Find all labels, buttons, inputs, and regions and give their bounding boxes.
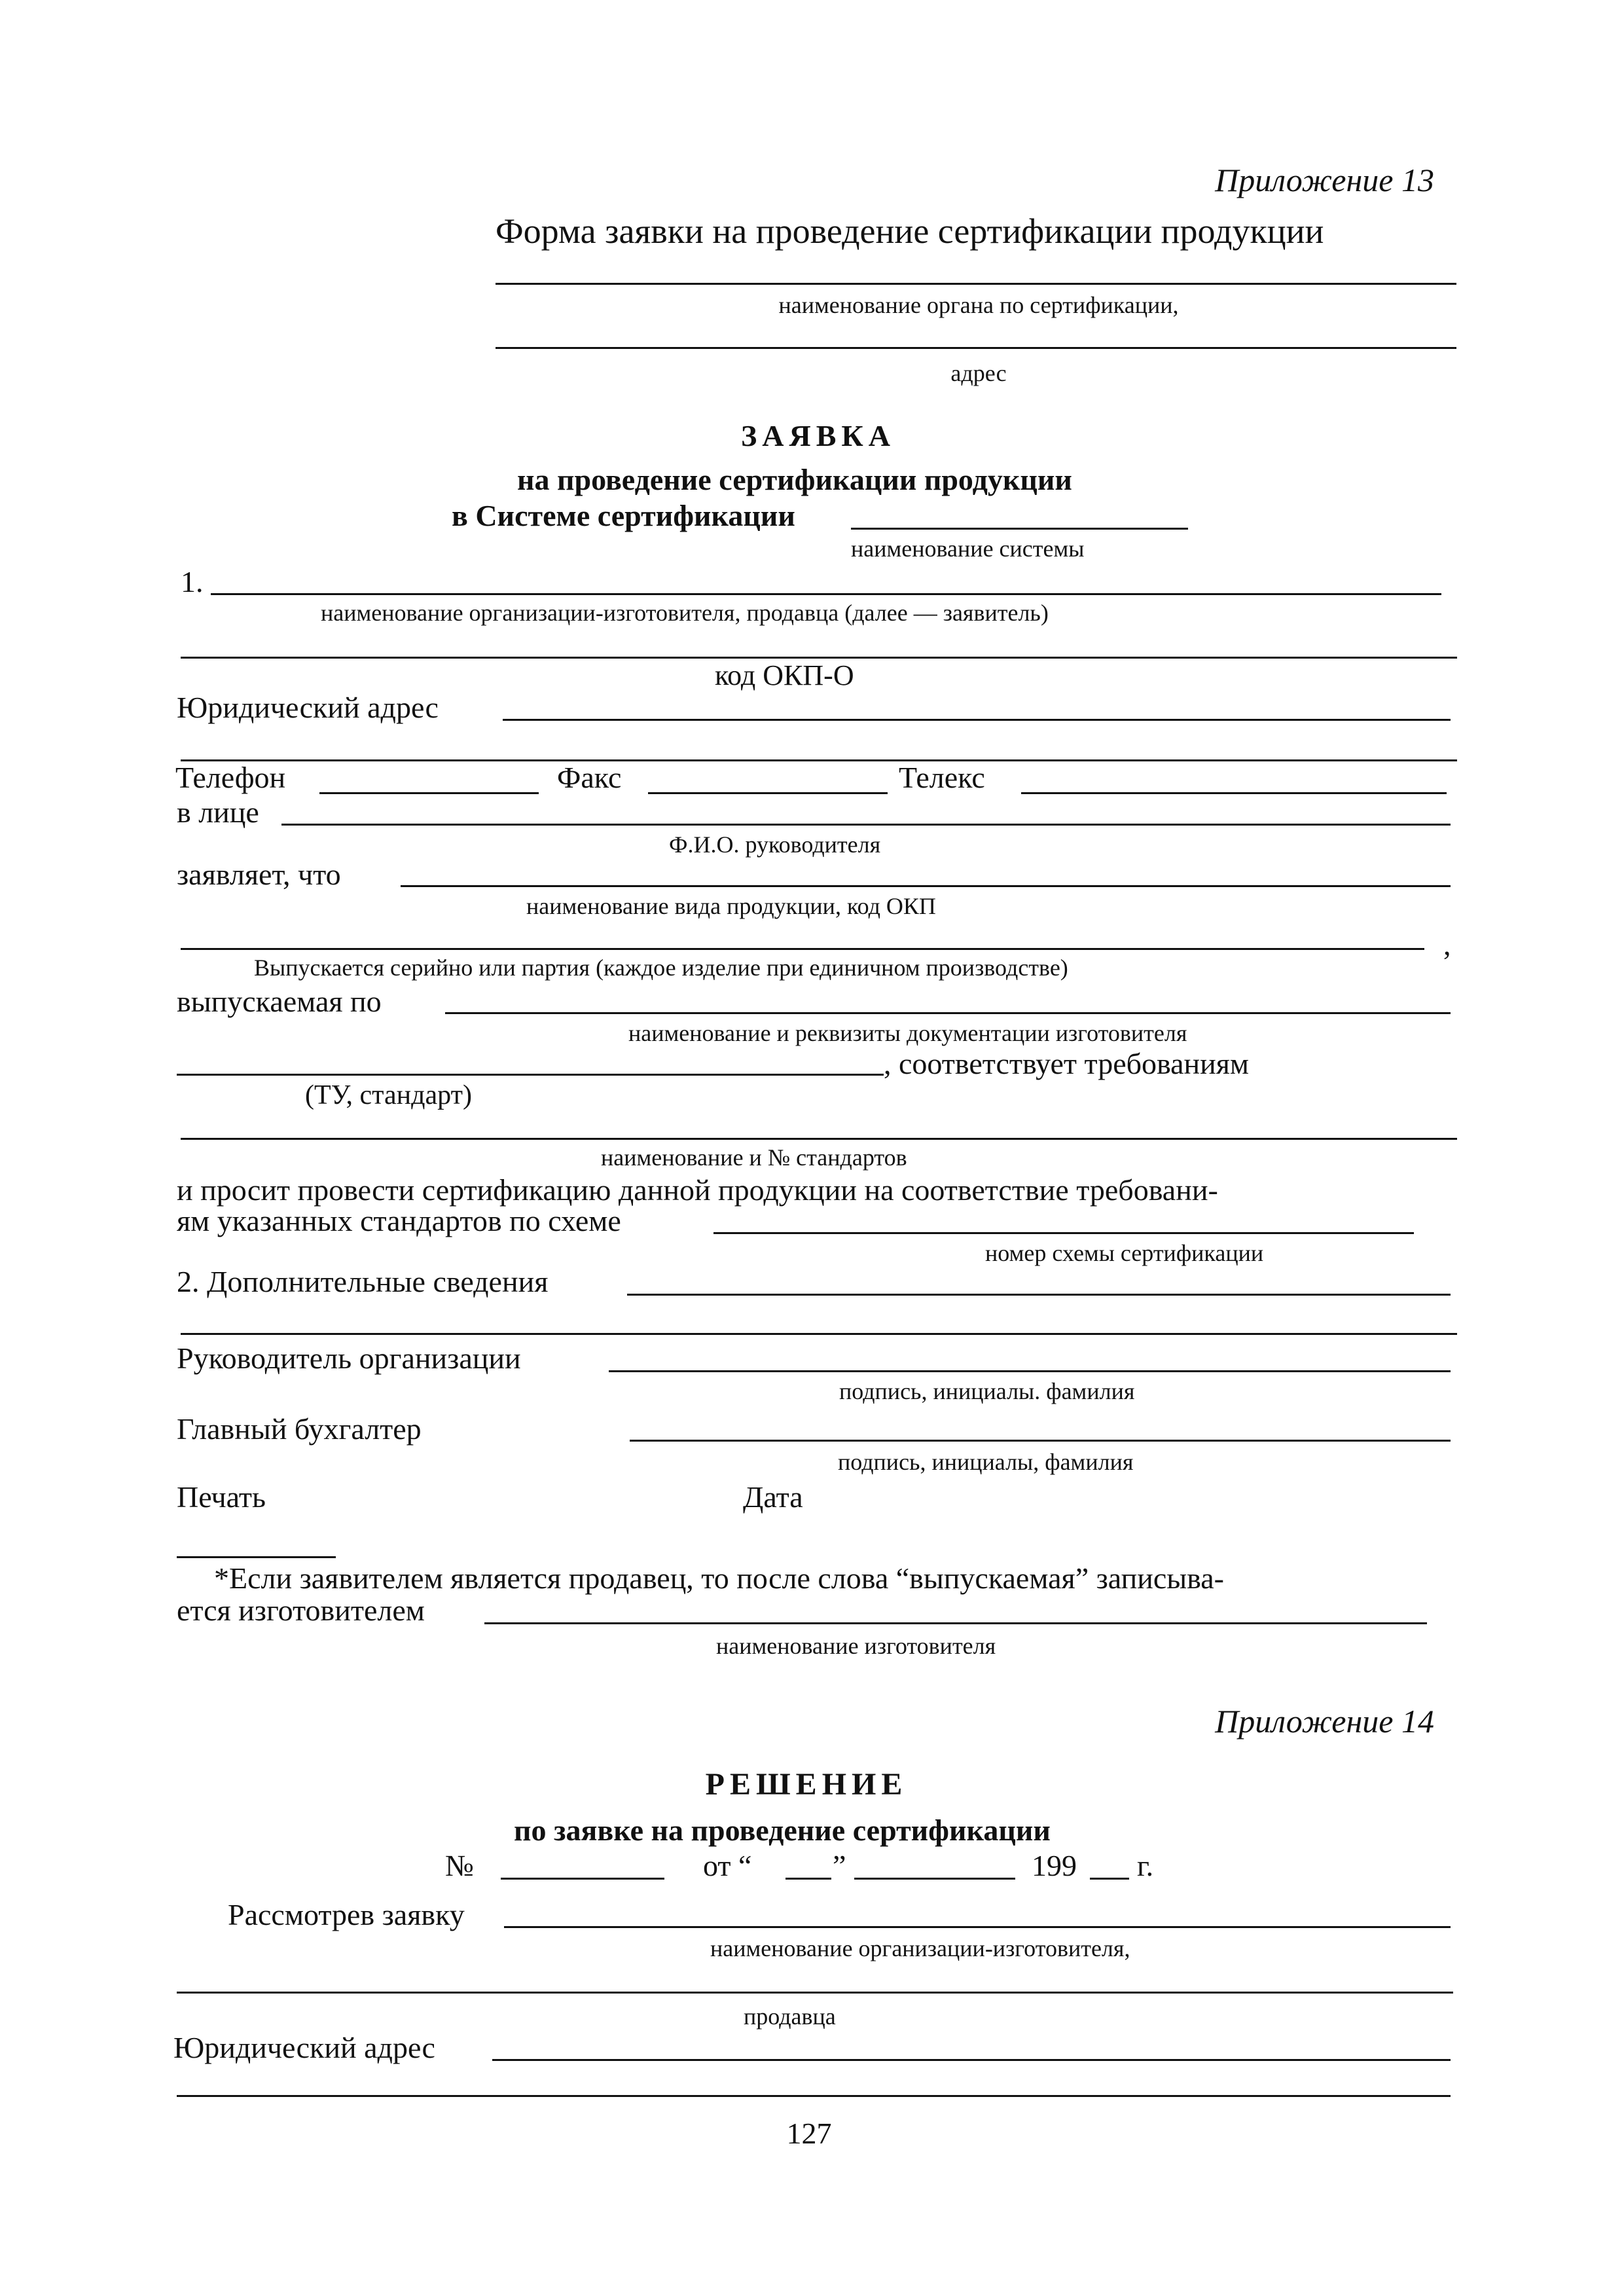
application-subheading-2: в Системе сертификации (452, 499, 795, 532)
manufacturer-line (211, 593, 1441, 595)
footnote-line-1: *Если заявителем является продавец, то после слова “выпускаемая” записыва- (214, 1561, 1224, 1595)
footnote-separator (177, 1556, 336, 1558)
scheme-line (713, 1232, 1414, 1234)
standards-line (181, 1138, 1457, 1140)
caption-release: Выпускается серийно или партия (каждое изделие при единичном производстве) (254, 955, 1068, 981)
legal-address-label: Юридический адрес (177, 691, 439, 724)
released-by-label: выпускаемая по (177, 985, 382, 1018)
reviewed-line (504, 1926, 1451, 1928)
director-line (281, 824, 1451, 826)
caption-standards: наименование и № стандартов (601, 1144, 907, 1171)
legal-address-label-2: Юридический адрес (173, 2031, 435, 2064)
decision-heading: РЕШЕНИЕ (705, 1767, 908, 1802)
caption-director: Ф.И.О. руководителя (669, 831, 881, 858)
request-line-1: и просит провести сертификацию данной продукции на соответствие требовани- (177, 1173, 1218, 1207)
seal-label: Печать (177, 1480, 266, 1514)
legal-address-line-2 (181, 759, 1457, 761)
form-title: Форма заявки на проведение сертификации продукции (496, 211, 1324, 251)
fax-label: Факс (557, 761, 622, 794)
telex-line (1021, 792, 1447, 794)
chief-accountant-label: Главный бухгалтер (177, 1412, 422, 1446)
additional-info-line-2 (181, 1333, 1457, 1335)
caption-signature-1: подпись, инициалы. фамилия (839, 1378, 1135, 1404)
product-line-2 (181, 948, 1424, 950)
documentation-line (445, 1012, 1451, 1014)
additional-info-line (627, 1294, 1451, 1296)
manufacturer-name-line (484, 1622, 1427, 1624)
caption-manufacturer-name: наименование изготовителя (716, 1633, 996, 1659)
system-name-line (851, 528, 1188, 530)
declares-label: заявляет, что (177, 858, 341, 891)
caption-seller: продавца (744, 2003, 836, 2030)
address-line (496, 347, 1456, 349)
caption-product: наименование вида продукции, код ОКП (526, 893, 936, 919)
page-number: 127 (786, 2117, 832, 2150)
cert-body-line (496, 283, 1456, 285)
caption-docs: наименование и реквизиты документации изготовителя (628, 1020, 1187, 1046)
legal-address-line-3 (492, 2059, 1451, 2061)
phone-label: Телефон (175, 761, 286, 794)
year-line (1090, 1878, 1129, 1880)
caption-scheme: номер схемы сертификации (985, 1240, 1264, 1266)
caption-signature-2: подпись, инициалы, фамилия (838, 1449, 1134, 1475)
head-signature-line (609, 1370, 1451, 1372)
day-line (785, 1878, 831, 1880)
year-suffix: г. (1137, 1849, 1154, 1882)
manufacturer-line-2 (181, 657, 1457, 659)
telex-label: Телекс (899, 761, 985, 794)
trailing-comma: , (1443, 928, 1451, 961)
okpo-code: код ОКП-О (715, 659, 854, 691)
tu-standard: (ТУ, стандарт) (305, 1080, 472, 1110)
caption-org-manufacturer: наименование организации-изготовителя, (710, 1935, 1130, 1961)
footnote-line-2: ется изготовителем (177, 1594, 425, 1627)
caption-system-name: наименование системы (851, 536, 1085, 562)
decision-subheading: по заявке на проведение сертификации (514, 1813, 1051, 1847)
head-of-org-label: Руководитель организации (177, 1341, 521, 1375)
item-1-number: 1. (181, 565, 204, 598)
appendix-14-label: Приложение 14 (1215, 1703, 1434, 1740)
additional-info-label: 2. Дополнительные сведения (177, 1265, 549, 1298)
legal-address-line-4 (177, 2095, 1451, 2097)
reviewed-label: Рассмотрев заявку (228, 1898, 465, 1931)
phone-line (319, 792, 539, 794)
date-label: Дата (743, 1480, 803, 1514)
in-person-label: в лице (177, 795, 259, 829)
decision-number-line (501, 1878, 664, 1880)
docs-line-2 (177, 1074, 884, 1076)
month-line (854, 1878, 1015, 1880)
year-label: 199 (1032, 1849, 1077, 1882)
appendix-13-label: Приложение 13 (1215, 162, 1434, 198)
from-label: от “ (703, 1849, 752, 1882)
caption-manufacturer: наименование организации-изготовителя, продавца (далее — заявитель) (321, 600, 1049, 626)
legal-address-line (503, 719, 1451, 721)
complies-text: , соответствует требованиям (884, 1047, 1250, 1080)
fax-line (648, 792, 888, 794)
accountant-signature-line (630, 1440, 1451, 1442)
application-subheading-1: на проведение сертификации продукции (517, 463, 1072, 496)
application-heading: ЗАЯВКА (741, 419, 895, 452)
request-line-2: ям указанных стандартов по схеме (177, 1204, 621, 1237)
caption-address: адрес (950, 360, 1007, 386)
seller-line (177, 1992, 1453, 1994)
number-sign: № (445, 1849, 474, 1882)
product-line (401, 885, 1451, 887)
quote-close: ” (833, 1849, 846, 1882)
caption-cert-body: наименование органа по сертификации, (778, 292, 1179, 318)
